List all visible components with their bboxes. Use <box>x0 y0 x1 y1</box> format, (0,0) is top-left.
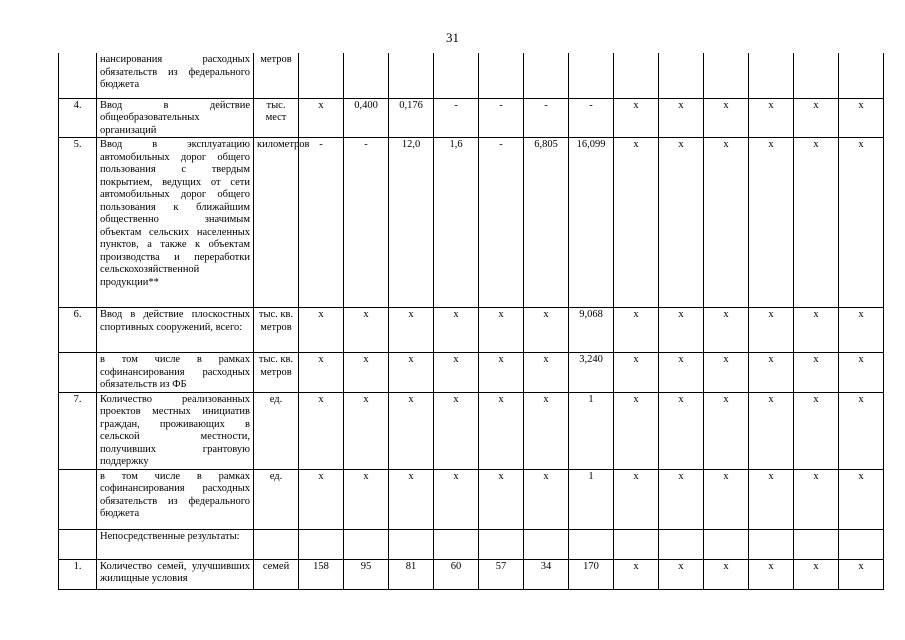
value-cell <box>749 529 794 559</box>
value-cell <box>344 53 389 98</box>
value-cell: - <box>344 138 389 308</box>
value-cell: х <box>704 98 749 138</box>
value-cell: х <box>299 98 344 138</box>
table-row <box>59 308 884 353</box>
value-cell: х <box>659 353 704 393</box>
value-cell: х <box>344 392 389 469</box>
value-cell: х <box>704 559 749 589</box>
value-cell: 9,068 <box>569 308 614 353</box>
unit-of-measure: тыс. мест <box>254 98 299 138</box>
value-cell <box>839 529 884 559</box>
value-cell <box>389 53 434 98</box>
value-cell: - <box>434 98 479 138</box>
value-cell: х <box>704 392 749 469</box>
value-cell: х <box>794 353 839 393</box>
value-cell <box>614 529 659 559</box>
value-cell: х <box>749 469 794 529</box>
indicator-name: Ввод в эксплуатацию автомобильных дорог общего пользования с твердым покрытием, ведущих от сети автомобильных дорог общего пользования к ближайшим общественно значимым объектам сельских населенных пунктов, а также к объектам производства и переработки сельскохозяйственной продукции** <box>97 138 254 308</box>
value-cell: х <box>389 353 434 393</box>
value-cell <box>704 529 749 559</box>
value-cell: х <box>524 469 569 529</box>
value-cell: х <box>794 469 839 529</box>
value-cell: х <box>659 469 704 529</box>
page-number: 31 <box>446 30 459 45</box>
value-cell: 1 <box>569 392 614 469</box>
value-cell: х <box>839 308 884 353</box>
unit-of-measure: ед. <box>254 469 299 529</box>
row-number <box>59 353 97 393</box>
value-cell: х <box>704 308 749 353</box>
indicator-name: Непосредственные результаты: <box>97 529 254 559</box>
value-cell <box>569 529 614 559</box>
unit-of-measure: семей <box>254 559 299 589</box>
indicator-name: Ввод в действие плоскостных спортивных сооружений, всего: <box>97 308 254 353</box>
unit-of-measure: тыс. кв. метров <box>254 308 299 353</box>
value-cell: х <box>659 98 704 138</box>
value-cell: х <box>749 559 794 589</box>
value-cell: 60 <box>434 559 479 589</box>
table-row <box>59 98 884 138</box>
value-cell: - <box>569 98 614 138</box>
value-cell <box>524 53 569 98</box>
unit-of-measure <box>254 529 299 559</box>
value-cell: 0,400 <box>344 98 389 138</box>
value-cell: х <box>299 353 344 393</box>
table-row <box>59 559 884 589</box>
value-cell: х <box>389 308 434 353</box>
value-cell: - <box>299 138 344 308</box>
value-cell: х <box>839 353 884 393</box>
row-number: 6. <box>59 308 97 353</box>
value-cell: х <box>794 308 839 353</box>
value-cell: х <box>614 98 659 138</box>
value-cell <box>434 53 479 98</box>
value-cell: х <box>344 469 389 529</box>
table-row <box>59 138 884 308</box>
table-body <box>59 53 884 589</box>
value-cell: х <box>434 353 479 393</box>
row-number <box>59 529 97 559</box>
value-cell: х <box>299 392 344 469</box>
unit-of-measure: ед. <box>254 392 299 469</box>
value-cell: х <box>389 469 434 529</box>
value-cell <box>389 529 434 559</box>
value-cell <box>794 529 839 559</box>
value-cell: х <box>749 308 794 353</box>
value-cell: х <box>299 308 344 353</box>
value-cell: 1,6 <box>434 138 479 308</box>
indicators-table <box>58 53 884 590</box>
value-cell <box>524 529 569 559</box>
value-cell: 158 <box>299 559 344 589</box>
row-number: 5. <box>59 138 97 308</box>
value-cell: х <box>704 469 749 529</box>
indicator-name: нансирования расходных обязательств из федерального бюджета <box>97 53 254 98</box>
value-cell: х <box>839 559 884 589</box>
value-cell <box>659 529 704 559</box>
value-cell: х <box>704 353 749 393</box>
unit-of-measure: тыс. кв. метров <box>254 353 299 393</box>
value-cell: х <box>524 308 569 353</box>
value-cell: х <box>794 392 839 469</box>
value-cell: х <box>704 138 749 308</box>
value-cell: 81 <box>389 559 434 589</box>
value-cell: х <box>524 353 569 393</box>
row-number: 1. <box>59 559 97 589</box>
value-cell <box>479 529 524 559</box>
value-cell: х <box>524 392 569 469</box>
value-cell: 170 <box>569 559 614 589</box>
value-cell: х <box>659 392 704 469</box>
value-cell: 3,240 <box>569 353 614 393</box>
value-cell <box>299 53 344 98</box>
value-cell: х <box>749 98 794 138</box>
value-cell: х <box>434 392 479 469</box>
value-cell: - <box>524 98 569 138</box>
value-cell: х <box>614 469 659 529</box>
value-cell: х <box>794 98 839 138</box>
value-cell: х <box>344 308 389 353</box>
value-cell: - <box>479 98 524 138</box>
value-cell: х <box>794 559 839 589</box>
value-cell <box>344 529 389 559</box>
value-cell <box>749 53 794 98</box>
value-cell: х <box>659 559 704 589</box>
value-cell <box>434 529 479 559</box>
indicator-name: в том числе в рамках софинансирования расходных обязательств из федерального бюджета <box>97 469 254 529</box>
value-cell: 57 <box>479 559 524 589</box>
value-cell: х <box>434 469 479 529</box>
table-row <box>59 53 884 98</box>
table-row <box>59 353 884 393</box>
value-cell: 95 <box>344 559 389 589</box>
indicator-name: в том числе в рамках софинансирования расходных обязательств из ФБ <box>97 353 254 393</box>
value-cell <box>299 529 344 559</box>
value-cell: 0,176 <box>389 98 434 138</box>
row-number <box>59 53 97 98</box>
value-cell: х <box>839 98 884 138</box>
value-cell: х <box>299 469 344 529</box>
value-cell <box>479 53 524 98</box>
value-cell: х <box>479 308 524 353</box>
value-cell: 34 <box>524 559 569 589</box>
value-cell: - <box>479 138 524 308</box>
value-cell: 16,099 <box>569 138 614 308</box>
value-cell: х <box>659 138 704 308</box>
table-row <box>59 529 884 559</box>
value-cell: х <box>614 353 659 393</box>
value-cell: х <box>434 308 479 353</box>
value-cell: х <box>839 138 884 308</box>
value-cell: х <box>749 138 794 308</box>
row-number: 4. <box>59 98 97 138</box>
value-cell: х <box>839 469 884 529</box>
value-cell <box>704 53 749 98</box>
value-cell: х <box>749 353 794 393</box>
value-cell: х <box>749 392 794 469</box>
value-cell: х <box>479 469 524 529</box>
value-cell <box>569 53 614 98</box>
indicator-name: Количество семей, улучшивших жилищные условия <box>97 559 254 589</box>
value-cell: 6,805 <box>524 138 569 308</box>
table-row <box>59 469 884 529</box>
row-number: 7. <box>59 392 97 469</box>
row-number <box>59 469 97 529</box>
value-cell: х <box>344 353 389 393</box>
value-cell <box>839 53 884 98</box>
table-row <box>59 392 884 469</box>
value-cell: х <box>614 138 659 308</box>
value-cell: х <box>839 392 884 469</box>
value-cell: х <box>659 308 704 353</box>
value-cell <box>614 53 659 98</box>
value-cell: х <box>389 392 434 469</box>
value-cell: 12,0 <box>389 138 434 308</box>
value-cell: х <box>479 392 524 469</box>
value-cell <box>659 53 704 98</box>
indicator-name: Ввод в действие общеобразовательных организаций <box>97 98 254 138</box>
unit-of-measure: километров <box>254 138 299 308</box>
value-cell: х <box>614 559 659 589</box>
value-cell: х <box>614 392 659 469</box>
value-cell <box>794 53 839 98</box>
value-cell: 1 <box>569 469 614 529</box>
value-cell: х <box>479 353 524 393</box>
indicator-name: Количество реализованных проектов местных инициатив граждан, проживающих в сельской местности, получивших грантовую поддержку <box>97 392 254 469</box>
value-cell: х <box>614 308 659 353</box>
unit-of-measure: метров <box>254 53 299 98</box>
value-cell: х <box>794 138 839 308</box>
